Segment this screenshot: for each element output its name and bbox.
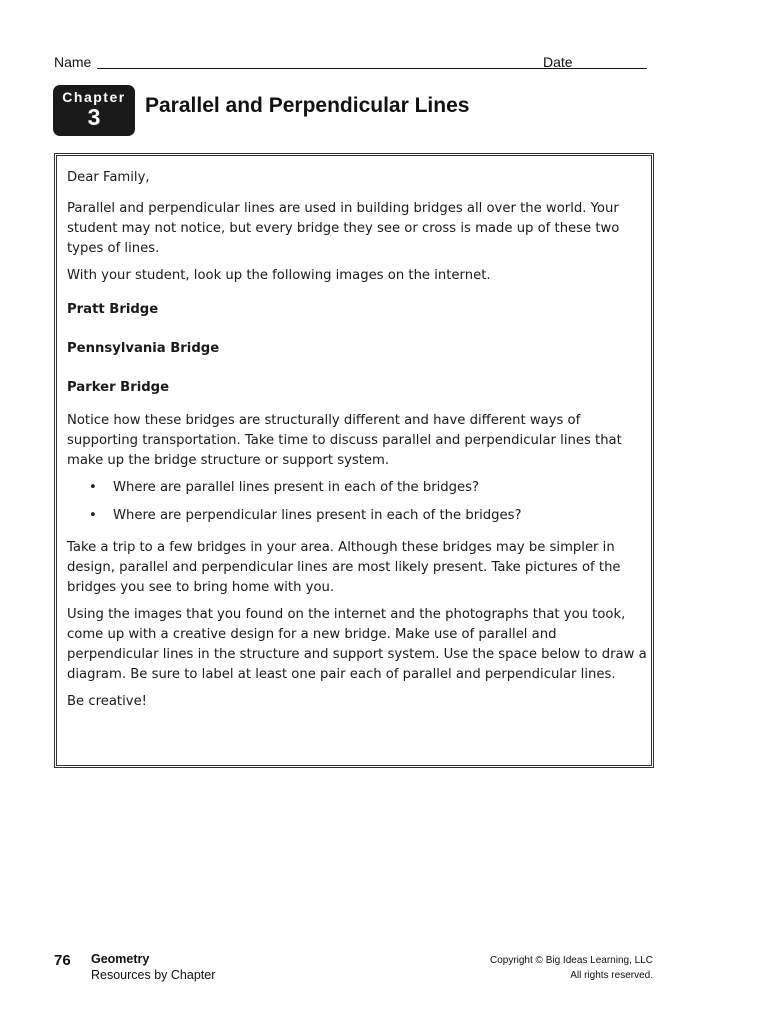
bridge-item: Pratt Bridge — [67, 302, 159, 317]
bridge-item: Parker Bridge — [67, 380, 170, 395]
copyright-text: Copyright © Big Ideas Learning, LLC — [489, 955, 653, 966]
question-text: Where are perpendicular lines present in each of the bridges? — [113, 508, 522, 523]
question-item — [67, 506, 647, 526]
question-item — [67, 478, 647, 498]
chapter-badge — [53, 85, 135, 136]
name-blank-line — [97, 68, 584, 69]
letter-paragraph-3: Notice how these bridges are structurally different and have different ways of supporting transportation. Take time to discuss parallel and perpendicular lines that make up the bridge structure or support system. — [67, 413, 622, 468]
header-row — [54, 54, 654, 74]
bridge-item: Pennsylvania Bridge — [67, 341, 220, 356]
letter-paragraph-4: Take a trip to a few bridges in your area. Although these bridges may be simpler in design, parallel and perpendicular lines are most likely present. Take pictures of the bridges you see to bring home with you. — [67, 540, 621, 595]
bridge-list — [67, 300, 647, 398]
letter-paragraph-1: Parallel and perpendicular lines are used in building bridges all over the world. Your student may not notice, but every bridge they see or cross is made up of these two types of lines. — [67, 201, 620, 256]
family-letter-box — [54, 153, 654, 768]
chapter-number: 3 — [87, 104, 101, 130]
date-label: Date — [543, 54, 573, 70]
rights-text: All rights reserved. — [570, 970, 653, 981]
letter-paragraph-5: Using the images that you found on the internet and the photographs that you took, come up with a creative design for a new bridge. Make use of parallel and perpendicular lines in the structure and support system. Use the space below to draw a diagram. Be sure to label at least one pair each of parallel and perpendicular lines. — [67, 607, 647, 682]
name-label: Name — [54, 54, 92, 70]
book-title: Geometry — [91, 952, 150, 966]
question-list — [67, 478, 647, 526]
letter-greeting: Dear Family, — [67, 170, 150, 185]
question-text: Where are parallel lines present in each of the bridges? — [113, 480, 480, 495]
book-subtitle: Resources by Chapter — [91, 968, 216, 982]
book-info — [91, 951, 215, 983]
letter-content — [67, 168, 647, 719]
letter-paragraph-2: With your student, look up the following images on the internet. — [67, 268, 491, 283]
letter-closing: Be creative! — [67, 694, 147, 709]
bullet-icon: • — [89, 480, 97, 495]
bullet-icon: • — [89, 508, 97, 523]
copyright-notice — [490, 953, 653, 983]
chapter-word: Chapter — [62, 89, 126, 105]
page-number: 76 — [54, 952, 71, 969]
date-blank-line — [583, 68, 647, 69]
page-title: Parallel and Perpendicular Lines — [145, 94, 470, 117]
